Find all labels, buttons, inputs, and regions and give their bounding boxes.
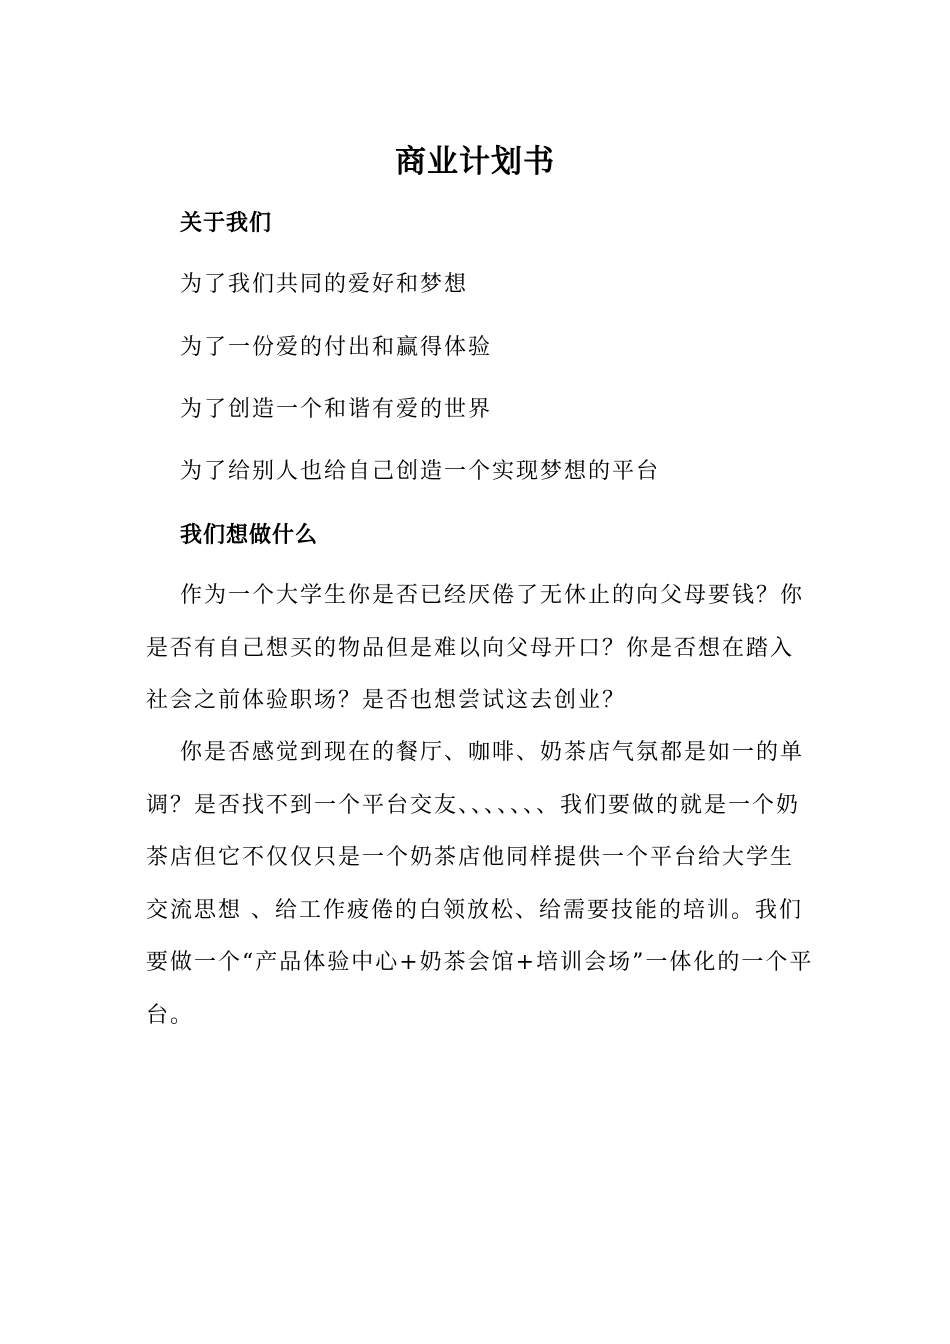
- about-line-1: 为了我们共同的爱好和梦想: [180, 272, 469, 297]
- paragraph-1: 作为一个大学生你是否已经厌倦了无休止的向父母要钱？你是否有自己想买的物品但是难以向父母开口？你是否想在踏入社会之前体验职场？是否也想尝试这去创业？: [146, 583, 805, 713]
- about-line-3: 为了创造一个和谐有爱的世界: [180, 397, 493, 422]
- document-title: 商业计划书: [395, 144, 555, 180]
- about-line-4: 为了给别人也给自己创造一个实现梦想的平台: [180, 459, 661, 484]
- paragraph-2: 你是否感觉到现在的餐厅、咖啡、奶茶店气氛都是如一的单调？是否找不到一个平台交友、、、、、、、我们要做的就是一个奶茶店但它不仅仅只是一个奶茶店他同样提供一个平台给大学生交流思想 、给工作疲倦的白领放松、给需要技能的培训。我们要做一个“产品体验中心+奶茶会馆+培训会场”一体化的一个平台。: [146, 740, 814, 1028]
- heading-about-us: 关于我们: [180, 210, 273, 236]
- about-line-2: 为了一份爱的付出和赢得体验: [180, 335, 493, 360]
- heading-what-we-do: 我们想做什么: [180, 522, 319, 548]
